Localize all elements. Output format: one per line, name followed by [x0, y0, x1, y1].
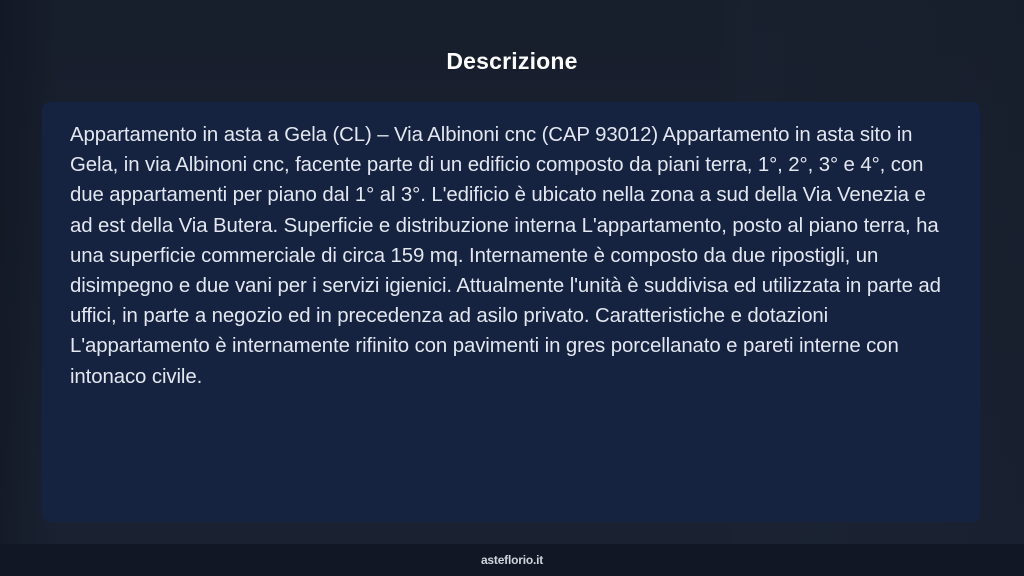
description-text: Appartamento in asta a Gela (CL) – Via Albinoni cnc (CAP 93012) Appartamento in asta sito in Gela, in via Albinoni cnc, facente parte di un edificio composto da piani terra, 1°, 2°, 3° e 4°, con due appartamenti per piano dal 1° al 3°. L'edificio è ubicato nella zona a sud della Via Venezia e ad est della Via Butera. Superficie e distribuzione interna L'appartamento, posto al piano terra, ha una superficie commerciale di circa 159 mq. Internamente è composto da due ripostigli, un disimpegno e due vani per i servizi igienici. Attualmente l'unità è suddivisa ed utilizzata in parte ad uffici, in parte a negozio ed in precedenza ad asilo privato. Caratteristiche e dotazioni L'appartamento è internamente rifinito con pavimenti in gres porcellanato e pareti interne con intonaco civile.: [70, 124, 941, 388]
footer-bar: [0, 544, 1024, 576]
page-title: Descrizione: [446, 48, 578, 74]
footer-site-label: asteflorio.it: [480, 553, 544, 567]
description-card: [42, 102, 980, 522]
